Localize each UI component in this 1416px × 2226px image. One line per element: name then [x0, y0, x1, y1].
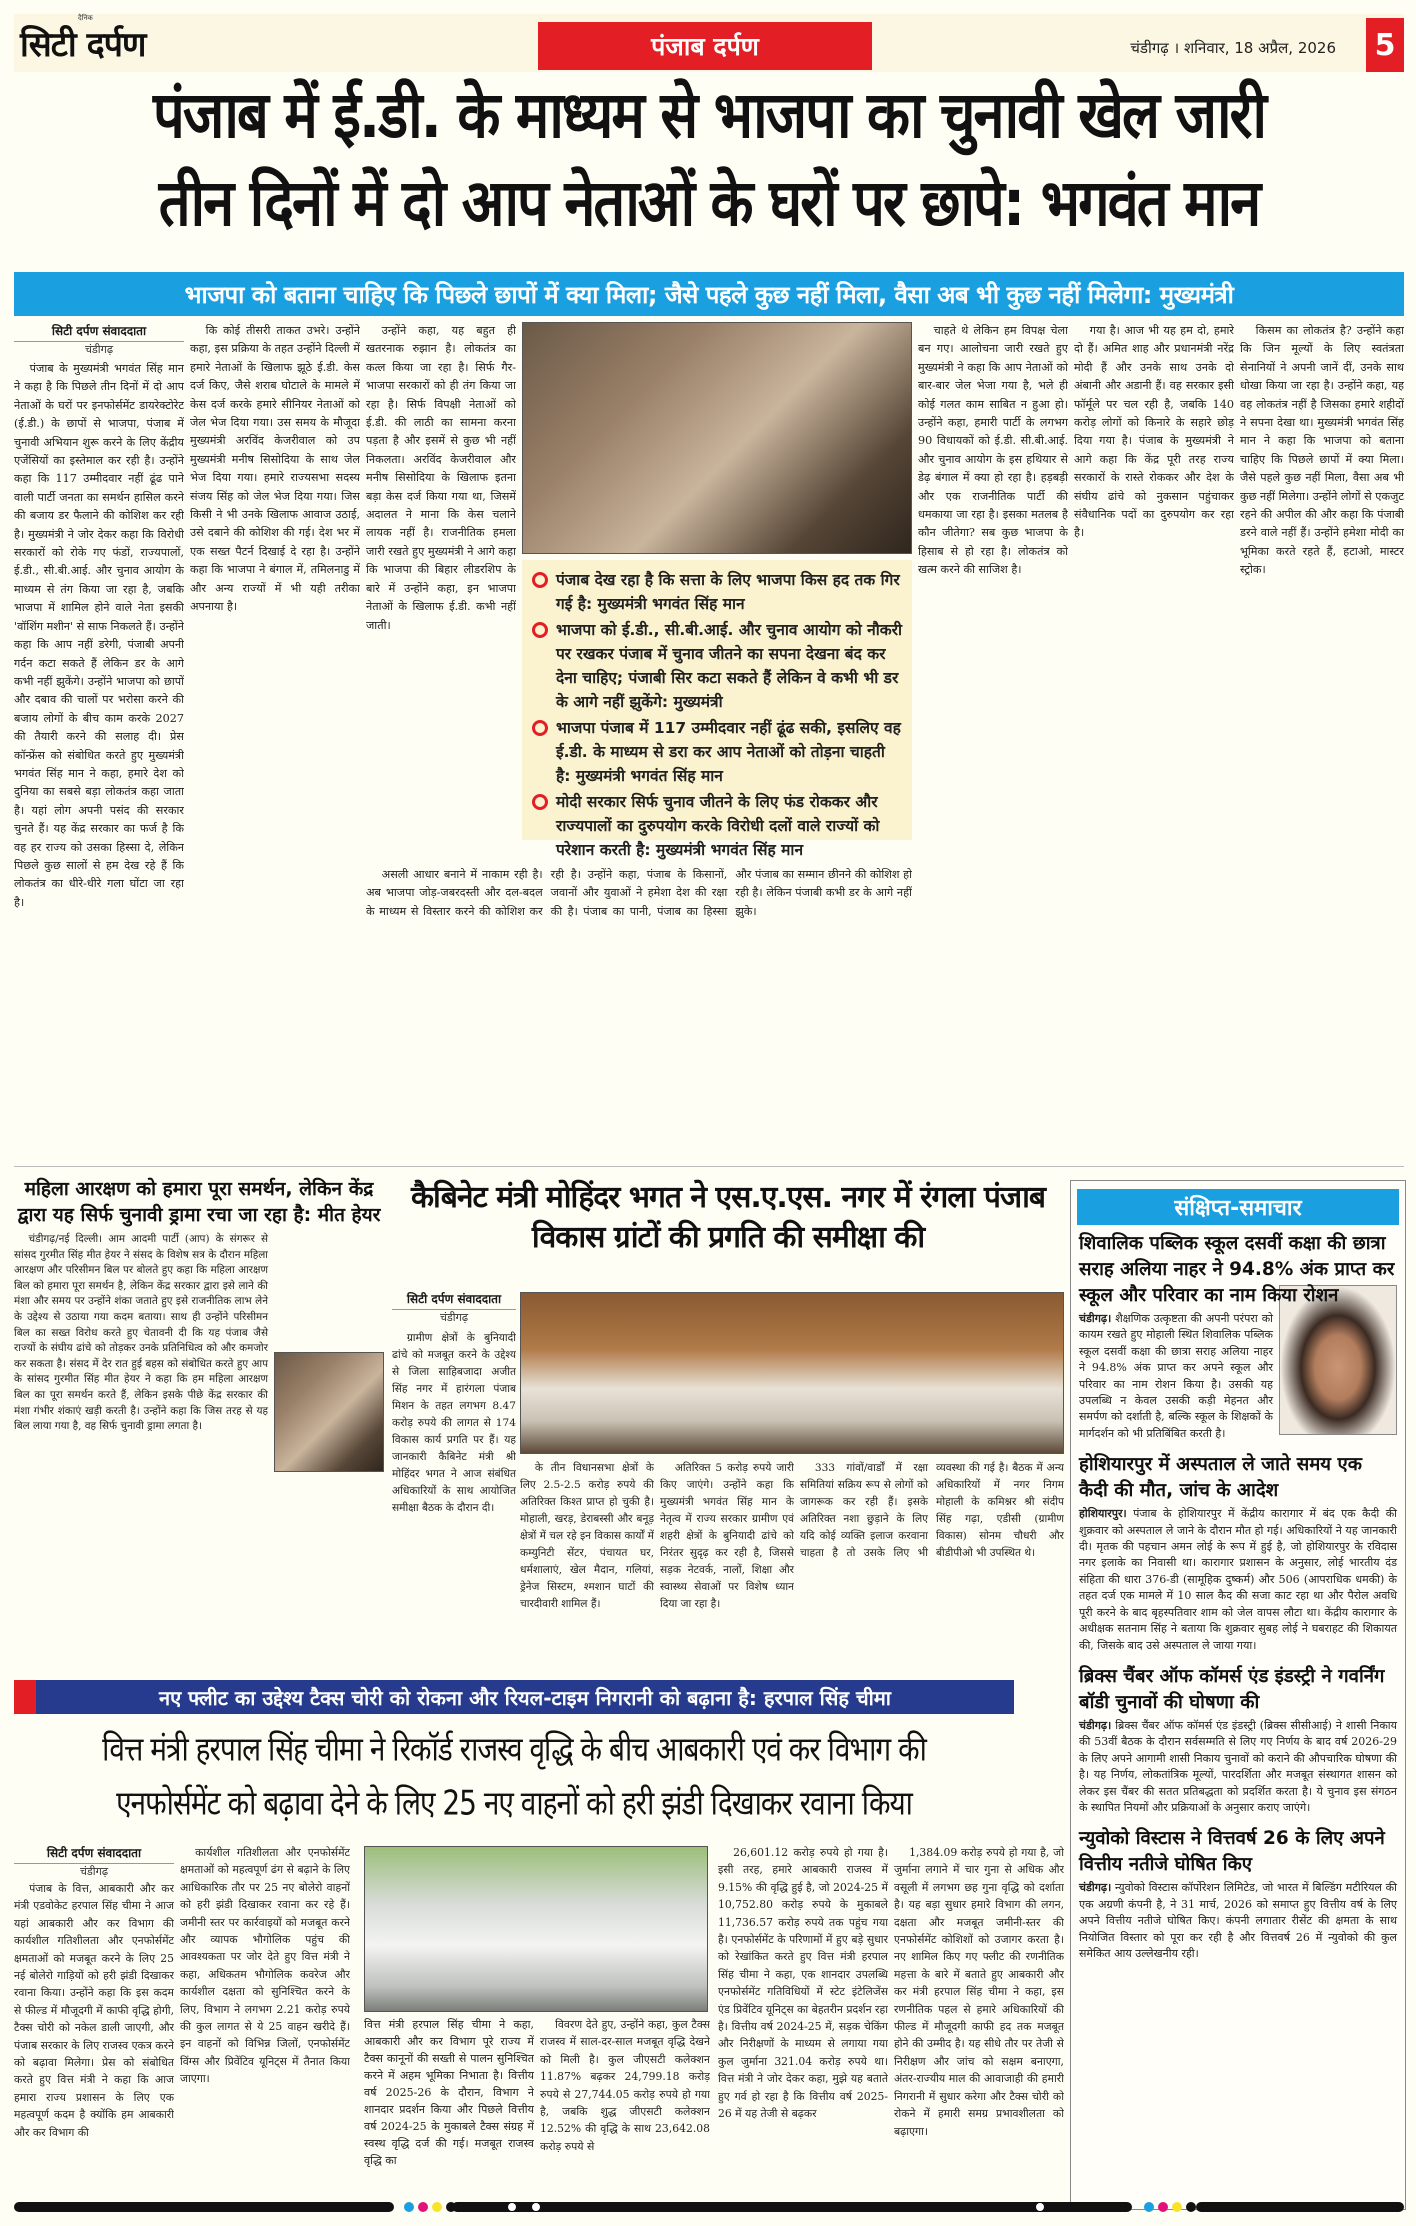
cyan-registration-dot — [1144, 2202, 1154, 2212]
logo-tagline: दैनिक — [78, 14, 93, 22]
yellow-registration-dot — [432, 2202, 442, 2212]
briefs-box — [1070, 1180, 1406, 2210]
side-story-headline: महिला आरक्षण को हमारा पूरा समर्थन, लेकिन केंद्र द्वारा यह सिर्फ चुनावी ड्रामा रचा जा रहा है: मीत हेयर — [17, 1178, 381, 1226]
side-story-body: चंडीगढ़/नई दिल्ली। आम आदमी पार्टी (आप) के संगरूर से सांसद गुरमीत सिंह मीत हेयर ने संसद के विशेष सत्र के दौरान महिला आरक्षण और परिसीमन बिल पर बोलते हुए कहा कि महिला आरक्षण बिल को हमारा पूरा समर्थन है, लेकिन केंद्र सरकार द्वारा इसे लाने की मंशा और समय पर उन्होंने शंका जताते हुए इसे राजनीतिक लाभ लेने के उद्देश्य से उठाया गया कदम बताया। साथ ही उन्होंने परिसीमन बिल का सख्त विरोध करते हुए चेतावनी दी कि यह पंजाब जैसे राज्यों के संघीय ढांचे को तोड़कर उनके प्रतिनिधित्व को और कमजोर कर सकता है। संसद में देर रात हुई बहस को संबोधित करते हुए आप के सांसद गुरमीत सिंह मीत हेयर ने कहा कि हम महिला आरक्षण बिल का पूरा समर्थन करते हैं, लेकिन इसके पीछे केंद्र सरकार की मंशा गंभीर शंकाएं खड़ी करती है। उन्होंने कहा कि जिस तरह से यह बिल लाया गया है, वह सिर्फ चुनावी ड्रामा लगता है। — [14, 1232, 384, 1672]
ring-bullet-icon — [532, 794, 548, 810]
mid-story-headline: कैबिनेट मंत्री मोहिंदर भगत ने एस.ए.एस. नगर में रंगला पंजाब विकास ग्रांटों की प्रगति की समीक्षा की — [410, 1180, 1046, 1255]
bottom-column-3: विवरण देते हुए, उन्होंने कहा, कुल टैक्स राजस्व में साल-दर-साल मजबूत वृद्धि देखने को मिली है। कुल जीएसटी कलेक्शन 11.87% बढ़कर 24,799.18 करोड़ रुपये से 27,744.05 करोड़ रुपये हो गया है, जबकि शुद्ध जीएसटी कलेक्शन 12.52% की वृद्धि के साथ 23,642.08 करोड़ रुपये से — [540, 2018, 710, 2153]
brief-body: चंडीगढ़। न्युवोको विस्टास कॉर्पोरेशन लिमिटेड, जो भारत में बिल्डिंग मटीरियल की एक अग्रणी कंपनी है, ने 31 मार्च, 2026 को समाप्त हुए वित्तीय वर्ष के लिए अपने वित्तीय नतीजे घोषित किए। कंपनी लगातार रीसेंट की क्षमता के साथ नियोजित विस्तार को पूरा कर रही है और वित्तवर्ष 26 में न्युवोको की कुल समेकित आय उल्लेखनीय रही। — [1079, 1881, 1397, 1960]
lead-headline-line2: तीन दिनों में दो आप नेताओं के घरों पर छापे: भगवंत मान — [158, 166, 1260, 242]
newspaper-logo: सिटी दर्पण — [20, 25, 146, 65]
ring-bullet-icon — [532, 622, 548, 638]
lead-column-4: चाहते थे लेकिन हम विपक्ष चेला बन गए। आलोचना जारी रखते हुए मुख्यमंत्री ने कहा कि आप नेताओं को बार-बार जेल भेजा गया है, भले ही कोई गलत काम साबित न हुआ हो। उन्होंने कहा, हमारी पार्टी के लगभग 90 विधायकों को ई.डी. सी.बी.आई. और चुनाव आयोग के इस हथियार से डेढ़ बंगाल में क्या हो रहा है। हड़बड़ी और एक राजनीतिक पार्टी की धमकाया जा रहा है। इसका मतलब है कौन जीतेगा? सब कुछ भाजपा के हिसाब से हो रहा है। लोकतंत्र को खत्म करने की साजिश है। — [918, 324, 1068, 577]
briefs-title: संक्षिप्त-समाचार — [1077, 1189, 1399, 1225]
lead-column-1: पंजाब के मुख्यमंत्री भगवंत सिंह मान ने कहा है कि पिछले तीन दिनों में दो आप नेताओं के घरों पर इनफोर्समेंट डायरेक्टोरेट (ई.डी.) के छापों से भाजपा, पंजाब में चुनावी अभियान शुरू करने के लिए केंद्रीय एजेंसियों का इस्तेमाल कर रही है। उन्होंने कहा कि 117 उम्मीदवार नहीं ढूंढ पाने वाली पार्टी जनता का समर्थन हासिल करने की बजाय डर फैलाने की कोशिश कर रही है। मुख्यमंत्री ने जोर देकर कहा कि विरोधी सरकारों को रोके गए फंडों, राज्यपालों, ई.डी., सी.बी.आई. और चुनाव आयोग के माध्यम से तंग किया जा रहा है, जबकि भाजपा में शामिल होने वाले नेता इसकी 'वॉशिंग मशीन' से साफ निकलते हैं। उन्होंने कहा कि आप नहीं डरेगी, पंजाबी अपनी गर्दन कटा सकते हैं लेकिन डर के आगे कभी नहीं झुकेंगे। उन्होंने भाजपा को छापों और दबाव की चालों पर भरोसा करने की बजाय लोगों के बीच काम करके 2027 की तैयारी करने की सलाह दी। प्रेस कॉन्फ्रेंस को संबोधित करते हुए मुख्यमंत्री भगवंत सिंह मान ने कहा, हमारे देश को दुनिया का सबसे बड़ा लोकतंत्र कहा जाता है। यहां लोग अपनी पसंद की सरकार चुनते हैं। यह केंद्र सरकार का फर्ज है कि वह हर राज्य को उसका हिस्सा दे, लेकिन पिछले कुछ सालों से हम देख रहे हैं कि लोकतंत्र का धीरे-धीरे गला घोंटा जा रहा है। — [14, 362, 184, 909]
story-place: चंडीगढ़ — [84, 343, 114, 356]
story-place: चंडीगढ़ — [439, 1311, 469, 1324]
brief-body: चंडीगढ़। शैक्षणिक उत्कृष्टता की अपनी परंपरा को कायम रखते हुए मोहाली स्थित शिवालिक पब्लिक स्कूल दसवीं कक्षा की छात्रा सराह अलिया नाहर ने 94.8% अंक प्राप्त कर अपने स्कूल और परिवार का नाम रोशन किया है। उसकी यह उपलब्धि न केवल उसकी कड़ी मेहनत और समर्पण को दर्शाती है, बल्कि स्कूल के शिक्षकों के मार्गदर्शन को भी प्रतिबिंबित करती है। — [1079, 1311, 1397, 1442]
bottom-column-1: पंजाब के वित्त, आबकारी और कर मंत्री एडवोकेट हरपाल सिंह चीमा ने आज यहां आबकारी और कर विभाग की कार्यशील गतिशीलता और एनफोर्समेंट क्षमताओं को मजबूत करने के लिए 25 नई बोलेरो गाड़ियों को हरी झंडी दिखाकर रवाना किया। उन्होंने कहा कि इस कदम से फील्ड में मौजूदगी में काफी वृद्धि होगी, टैक्स चोरी को नकेल डाली जाएगी, और पंजाब सरकार के लिए राजस्व एकत्र करने को बढ़ावा मिलेगा। प्रेस को संबोधित करते हुए वित्त मंत्री ने कहा कि आज हमारा राज्य प्रशासन के लिए एक महत्वपूर्ण कदम है क्योंकि हम आबकारी और कर विभाग की — [14, 1882, 174, 2139]
lead-subhead-strip: भाजपा को बताना चाहिए कि पिछले छापों में क्या मिला; जैसे पहले कुछ नहीं मिला, वैसा अब भी कुछ नहीं मिलेगा: मुख्यमंत्री — [14, 272, 1404, 316]
lead-headline-line1: पंजाब में ई.डी. के माध्यम से भाजपा का चुनावी खेल जारी — [153, 78, 1265, 154]
page-number: 5 — [1366, 18, 1404, 72]
magenta-registration-dot — [1158, 2202, 1168, 2212]
dateline: चंडीगढ़ । शनिवार, 18 अप्रैल, 2026 — [1130, 39, 1336, 57]
mid-column-3: अतिरिक्त 5 करोड़ रुपये जारी किए जाएंगे। उन्होंने कहा कि मुख्यमंत्री भगवंत सिंह मान के नेतृत्व में राज्य सरकार ग्रामीण एवं शहरी क्षेत्रों के बुनियादी ढांचे को निरंतर सुदृढ़ कर रही है, जिससे सड़क नेटवर्क, नालों, शिक्षा और स्वास्थ्य सेवाओं पर विशेष ध्यान दिया जा रहा है। — [660, 1462, 794, 1610]
highlight-item: मोदी सरकार सिर्फ चुनाव जीतने के लिए फंड रोककर और राज्यपालों का दुरुपयोग करके विरोधी दलों वाले राज्यों को परेशान करती है: मुख्यमंत्री भगवंत सिंह मान — [532, 790, 902, 862]
brief-headline: शिवालिक पब्लिक स्कूल दसवीं कक्षा की छात्रा सराह अलिया नाहर ने 94.8% अंक प्राप्त कर स्कूल और परिवार का नाम किया रोशन — [1079, 1233, 1395, 1306]
byline: सिटी दर्पण संवाददाता — [14, 1844, 174, 1864]
section-flag: पंजाब दर्पण — [538, 22, 872, 70]
brief-body: चंडीगढ़। ब्रिक्स चैंबर ऑफ कॉमर्स एंड इंडस्ट्री (ब्रिक्स सीसीआई) ने शासी निकाय की 53वीं बैठक के दौरान सर्वसम्मति से लिए गए निर्णय के बाद वर्ष 2026-29 के लिए अपने आगामी शासी निकाय चुनावों को कराने की औपचारिक घोषणा की है। यह निर्णय, लोकतांत्रिक मूल्यों, पारदर्शिता और मजबूत संस्थागत शासन को लेकर इस चैंबर की सतत प्रतिबद्धता को प्रदर्शित करता है। ये चुनाव इस संगठन के स्थापित नियमों और प्रक्रियाओं के अनुसार कराए जाएंगे। — [1079, 1718, 1398, 1814]
registration-bar-right — [1196, 2202, 1404, 2212]
lead-byline-block — [14, 322, 184, 357]
highlights-box — [522, 560, 912, 859]
mid-byline-block — [392, 1290, 516, 1325]
registration-color-dots — [404, 2202, 456, 2212]
photo-caption: वित्त मंत्री हरपाल सिंह चीमा ने कहा, आबकारी और कर विभाग पूरे राज्य में टैक्स कानूनों की सख्ती से पालन सुनिश्चित करने में अहम भूमिका निभाता है। वित्तीय वर्ष 2025-26 के दौरान, विभाग ने शानदार प्रदर्शन किया और पिछले वित्तीय वर्ष 2024-25 के मुकाबले टैक्स संग्रह में स्वस्थ वृद्धि दर्ज की गई। मजबूत राजस्व वृद्धि का — [364, 2018, 534, 2167]
highlight-item: भाजपा पंजाब में 117 उम्मीदवार नहीं ढूंढ सकी, इसलिए वह ई.डी. के माध्यम से डरा कर आप नेताओं को तोड़ना चाहती है: मुख्यमंत्री भगवंत सिंह मान — [532, 716, 902, 788]
highlight-item: पंजाब देख रहा है कि सत्ता के लिए भाजपा किस हद तक गिर गई है: मुख्यमंत्री भगवंत सिंह मान — [532, 568, 902, 616]
lead-column-6: किसम का लोकतंत्र है? उन्होंने कहा कि जिन मूल्यों के लिए स्वतंत्रता सेनानियों ने अपनी जानें दीं, उनके साथ धोखा किया जा रहा है। उन्होंने कहा, यह वह लोकतंत्र नहीं है जिसका हमारे शहीदों ने सपना देखा था। मुख्यमंत्री भगवंत सिंह मान ने कहा कि भाजपा को बताना चाहिए कि पिछले छापों में क्या मिला। जैसे पहले कुछ नहीं मिला, वैसा अब भी कुछ नहीं मिलेगा। उन्होंने लोगों से एकजुट रहने की अपील की और कहा कि पंजाबी डरने वाले नहीं हैं। उन्होंने हमेशा मोदी का भूमिका करते रहते हैं, हटाओ, मास्टर स्ट्रोक। — [1240, 324, 1404, 577]
story-place: चंडीगढ़ — [79, 1865, 109, 1878]
byline: सिटी दर्पण संवाददाता — [14, 322, 184, 342]
cyan-registration-dot — [404, 2202, 414, 2212]
byline: सिटी दर्पण संवाददाता — [392, 1290, 516, 1310]
brief-body: होशियारपुर। पंजाब के होशियारपुर में केंद्रीय कारागार में बंद एक कैदी की शुक्रवार को अस्पताल ले जाने के दौरान मौत हो गई। अधिकारियों ने यह जानकारी दी। मृतक की पहचान अमन लोई के रूप में हुई है, जो होशियारपुर के रविदास नगर इलाके का निवासी था। कारागार प्रशासन के अनुसार, लोई भारतीय दंड संहिता की धारा 376-डी (सामूहिक दुष्कर्म) और 506 (आपराधिक धमकी) के तहत दर्ज एक मामले में 10 साल कैद की सजा काट रहा था और पैरोल अवधि पूरी करने के बाद बृहस्पतिवार शाम को जेल वापस लौटा था। केंद्रीय कारागार के अधीक्षक सतनाम सिंह ने बताया कि शुक्रवार सुबह लोई ने घबराहट की शिकायत की, जिसके बाद उसे अस्पताल ले जाया गया। — [1079, 1507, 1397, 1652]
registration-hole — [508, 2203, 516, 2211]
chief-minister-press-photo — [522, 322, 912, 554]
bottom-story-strip: नए फ्लीट का उद्देश्य टैक्स चोरी को रोकना और रियल-टाइम निगरानी को बढ़ाना है: हरपाल सिंह चीमा — [14, 1680, 1014, 1714]
mid-column-4: 333 गांवों/वार्डों में रक्षा समितियां सक्रिय रूप से लोगों को जागरूक कर रही हैं। इसके अतिरिक्त नशा छुड़ाने के लिए यदि कोई व्यक्ति इलाज करवाना चाहता है तो उसके लिए भी व्यवस्था की गई है। बैठक में अन्य अधिकारियों में नगर निगम मोहाली के कमिश्नर श्री संदीप सिंह गढ़ा, एडीसी (ग्रामीण विकास) सोनम चौधरी और बीडीपीओ भी उपस्थित थे। — [800, 1462, 1064, 1559]
registration-bar-middle — [452, 2202, 1132, 2212]
vehicle-flagoff-photo — [364, 1846, 708, 2012]
highlight-item: भाजपा को ई.डी., सी.बी.आई. और चुनाव आयोग को नौकरी पर रखकर पंजाब में चुनाव जीतने का सपना देखना बंद कर देना चाहिए; पंजाबी सिर कटा सकते हैं लेकिन वे कभी भी डर के आगे नहीं झुकेंगे: मुख्यमंत्री — [532, 618, 902, 714]
ring-bullet-icon — [532, 572, 548, 588]
mid-column-2: के तीन विधानसभा क्षेत्रों के लिए 2.5-2.5 करोड़ रुपये की अतिरिक्त किश्त प्राप्त हो चुकी है। मोहाली, खरड़, डेराबस्सी और बनूड़ क्षेत्रों में चल रहे इन विकास कार्यों में कम्युनिटी सेंटर, पंचायत घर, धर्मशालाएं, खेल मैदान, गलियां, ड्रेनेज सिस्टम, श्मशान घाटों की चारदीवारी शामिल हैं। — [520, 1462, 654, 1610]
bottom-byline-block — [14, 1844, 174, 1879]
bottom-column-4: 26,601.12 करोड़ रुपये हो गया है। इसी तरह, हमारे आबकारी राजस्व में 9.15% की वृद्धि हुई है, जो 2024-25 में 10,752.80 करोड़ रुपये के मुकाबले 11,736.57 करोड़ रुपये तक पहुंच गया है। एनफोर्समेंट के परिणामों में हुए बड़े सुधार को रेखांकित करते हुए वित्त मंत्री हरपाल सिंह चीमा ने कहा, एक शानदार उपलब्धि एनफोर्समेंट गतिविधियों में स्टेट इंटेलिजेंस एंड प्रिवेंटिव यूनिट्स का बेहतरीन प्रदर्शन रहा है। वित्तीय वर्ष 2024-25 में, सड़क चेकिंग और निरीक्षणों के माध्यम से लगाया गया कुल जुर्माना 321.04 करोड़ रुपये था। वित्त मंत्री ने जोर देकर कहा, मुझे यह बताते हुए गर्व हो रहा है कि वित्तीय वर्ष 2025-26 में यह तेजी से बढ़कर — [718, 1846, 888, 2121]
lead-lower-columns: असली आधार बनाने में नाकाम रही है। अब भाजपा जोड़-जबरदस्ती और दल-बदल के माध्यम से विस्तार करने की कोशिश कर रही है। उन्होंने कहा, पंजाब के किसानों, जवानों और युवाओं ने हमेशा देश की रक्षा की है। पंजाब का पानी, पंजाब का हिस्सा और पंजाब का सम्मान छीनने की कोशिश हो रही है। लेकिन पंजाबी कभी डर के आगे नहीं झुके। — [366, 868, 912, 918]
bottom-column-2: कार्यशील गतिशीलता और एनफोर्समेंट क्षमताओं को महत्वपूर्ण ढंग से बढ़ाने के लिए आधिकारिक तौर पर 25 नए बोलेरो वाहनों को हरी झंडी दिखाकर रवाना कर रहे हैं। जमीनी स्तर पर कार्रवाइयों को मजबूत करने और व्यापक भौगोलिक पहुंच की आवश्यकता पर जोर देते हुए वित्त मंत्री ने कहा, अधिकतम भौगोलिक कवरेज और कार्यशील दक्षता को सुनिश्चित करने के लिए, विभाग ने लगभग 2.21 करोड़ रुपये की कुल लागत से ये 25 वाहन खरीदे हैं। इन वाहनों को विभिन्न जिलों, एनफोर्समेंट विंग्स और प्रिवेंटिव यूनिट्स में तैनात किया जाएगा। — [180, 1846, 350, 2086]
bottom-column-5: 1,384.09 करोड़ रुपये हो गया है, जो जुर्माना लगाने में चार गुना से अधिक और वसूली में लगभग छह गुना वृद्धि को दर्शाता है। यह बड़ा सुधार हमारे विभाग की लगन, दक्षता और मजबूत जमीनी-स्तर की एनफोर्समेंट कोशिशों को उजागर करता है। नए शामिल किए गए फ्लीट की रणनीतिक महत्ता के बारे में बताते हुए आबकारी और कर मंत्री हरपाल सिंह चीमा ने कहा, इस रणनीतिक पहल से हमारे अधिकारियों की फील्ड में मौजूदगी काफी हद तक मजबूत होने की उम्मीद है। यह सीधे तौर पर तेजी से निरीक्षण और जांच को सक्षम बनाएगा, अंतर-राज्यीय माल की आवाजाही की हमारी निगरानी में सुधार करेगा और टैक्स चोरी को रोकने में हमारी समग्र प्रभावशीलता को बढ़ाएगा। — [894, 1846, 1064, 2138]
magenta-registration-dot — [418, 2202, 428, 2212]
brief-headline: न्युवोको विस्टास ने वित्तवर्ष 26 के लिए अपने वित्तीय नतीजे घोषित किए — [1079, 1828, 1385, 1876]
brief-headline: ब्रिक्स चैंबर ऑफ कॉमर्स एंड इंडस्ट्री ने गवर्निंग बॉडी चुनावों की घोषणा की — [1079, 1665, 1385, 1713]
meet-hayer-photo — [274, 1352, 384, 1472]
registration-color-dots-right — [1144, 2202, 1196, 2212]
mid-column-1: ग्रामीण क्षेत्रों के बुनियादी ढांचे को मजबूत करने के उद्देश्य से जिला साहिबजादा अजीत सिंह नगर में हारंगला पंजाब मिशन के तहत लगभग 8.47 करोड़ रुपये की लागत से 174 विकास कार्य प्रगति पर हैं। यह जानकारी कैबिनेट मंत्री श्री मोहिंदर भगत ने आज संबंधित अधिकारियों के साथ आयोजित समीक्षा बैठक के दौरान दी। — [392, 1332, 516, 1514]
ring-bullet-icon — [532, 720, 548, 736]
black-registration-dot — [1186, 2202, 1196, 2212]
yellow-registration-dot — [1172, 2202, 1182, 2212]
lead-column-5: गया है। आज भी यह हम दो, हमारे दो हैं। अमित शाह और प्रधानमंत्री नरेंद्र मोदी हैं और उनके साथ उनके दो अंबानी और अडानी हैं। वह सरकार इसी फॉर्मूले पर चल रही है, जबकि 140 करोड़ लोगों को किनारे के सहारे छोड़ दिया गया है। पंजाब के मुख्यमंत्री ने आगे कहा कि केंद्र पूरी तरह राज्य सरकारों के रास्ते रोककर और देश के संघीय ढांचे को नुकसान पहुंचाकर संवैधानिक पदों का दुरुपयोग कर रहा है। — [1074, 324, 1234, 540]
bottom-headline-line2: एनफोर्समेंट को बढ़ावा देने के लिए 25 नए वाहनों को हरी झंडी दिखाकर रवाना किया — [116, 1783, 912, 1823]
review-meeting-photo — [520, 1292, 1064, 1454]
divider — [14, 1166, 1404, 1167]
lead-column-3: उन्होंने कहा, यह बहुत ही खतरनाक रुझान है। लोकतंत्र का कत्ल किया जा रहा है। सिर्फ गैर-भाजपा सरकारों को ही तंग किया जा रहा है। सिर्फ विपक्षी नेताओं को ई.डी. की लाठी का सामना करना पड़ता है और इसमें से कुछ भी नहीं निकलता। अरविंद केजरीवाल और मनीष सिसोदिया के खिलाफ इतना बड़ा केस दर्ज किया गया था, जिसमें अदालत ने माना कि केस चलाने लायक नहीं है। राजनीतिक हमला जारी रखते हुए मुख्यमंत्री ने आगे कहा कि भाजपा की बिहार लीडरशिप के बारे में उन्होंने कहा, इन भाजपा नेताओं के खिलाफ ई.डी. कभी नहीं जाती। — [366, 324, 516, 632]
brief-headline: होशियारपुर में अस्पताल ले जाते समय एक कैदी की मौत, जांच के आदेश — [1079, 1454, 1362, 1502]
lead-column-2: कि कोई तीसरी ताकत उभरे। उन्होंने कहा, इस प्रक्रिया के तहत उन्होंने दिल्ली में हमारे नेताओं के खिलाफ झूठे ई.डी. केस दर्ज किए, जैसे शराब घोटाले के मामले में केस दर्ज करके हमारे सीनियर नेताओं को जेल भेज दिया गया। उस समय के मौजूदा मुख्यमंत्री अरविंद केजरीवाल को उप मुख्यमंत्री मनीष सिसोदिया के साथ जेल भेज दिया गया। हमारे राज्यसभा सदस्य संजय सिंह को जेल भेज दिया गया। जिस किसी ने भी उनके खिलाफ आवाज उठाई, उसे दबाने की कोशिश की गई। देश भर में एक सख्त पैटर्न दिखाई दे रहा है। उन्होंने कहा कि भाजपा ने बंगाल में, तमिलनाडु में और अन्य राज्यों में भी यही तरीका अपनाया है। — [190, 324, 360, 614]
registration-hole — [1036, 2203, 1044, 2211]
registration-hole — [532, 2203, 540, 2211]
registration-bar-left — [14, 2202, 394, 2212]
bottom-headline-line1: वित्त मंत्री हरपाल सिंह चीमा ने रिकॉर्ड राजस्व वृद्धि के बीच आबकारी एवं कर विभाग की — [102, 1729, 926, 1769]
